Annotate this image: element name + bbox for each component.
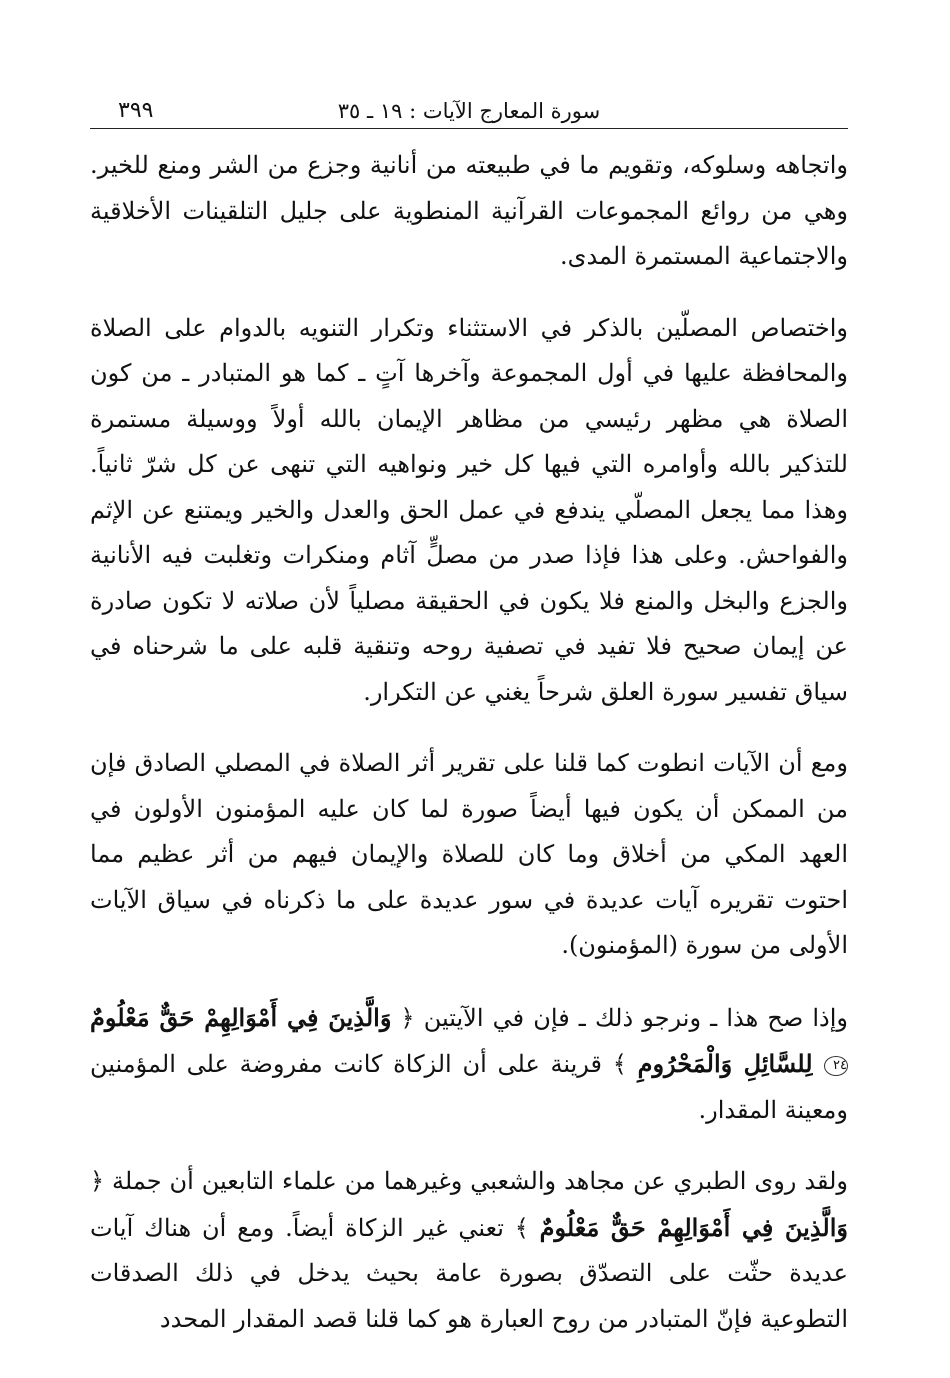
paragraph-5-tail: ﴾ تعني غير الزكاة أيضاً. ومع أن هناك آيات عديدة حثّت على التصدّق بصورة عامة بحيث يدخل في ذلك الصدقات التطوعية فإنّ المتبادر من روح العبارة هو كما قلنا قصد المقدار المحدد (90, 1213, 848, 1333)
paragraph-4-tail: ﴾ قرينة على أن الزكاة كانت مفروضة على المؤمنين ومعينة المقدار. (90, 1050, 848, 1124)
paragraph-5 (90, 1159, 848, 1342)
paragraph-1: واتجاهه وسلوكه، وتقويم ما في طبيعته من أنانية وجزع من الشر ومنع للخير. وهي من روائع المجموعات القرآنية المنطوية على جليل التلقينات الأخلاقية والاجتماعية المستمرة المدى. (90, 151, 848, 270)
paragraph-5-lead: ولقد روى الطبري عن مجاهد والشعبي وغيرهما من علماء التابعين أن جملة ﴿ (90, 1167, 848, 1195)
quran-quote: وَالَّذِينَ فِي أَمْوَالِهِمْ حَقٌّ مَعْلُومٌ (539, 1212, 849, 1242)
paragraph-2: واختصاص المصلّين بالذكر في الاستثناء وتكرار التنويه بالدوام على الصلاة والمحافظة عليها في أول المجموعة وآخرها آتٍ ـ كما هو المتبادر ـ من كون الصلاة هي مظهر رئيسي من مظاهر الإيمان بالله أولاً ووسيلة مستمرة للتذكير بالله وأوامره التي فيها كل خير ونواهيه التي تنهى عن كل شرّ ثانياً. وهذا مما يجعل المصلّي يندفع في عمل الحق والعدل والخير ويمتنع عن الإثم والفواحش. وعلى هذا فإذا صدر من مصلٍّ آثام ومنكرات وتغلبت فيه الأنانية والجزع والبخل والمنع فلا يكون في الحقيقة مصلياً لأن صلاته لا تكون صادرة عن إيمان صحيح فلا تفيد في تصفية روحه وتنقية قلبه على ما شرحناه في سياق تفسير سورة العلق شرحاً يغني عن التكرار. (90, 313, 848, 706)
ayah-number-marker: ٢٤ (824, 1056, 848, 1076)
quran-verse-25: لِلسَّائِلِ وَالْمَحْرُومِ (637, 1049, 824, 1078)
paragraph-4-lead: وإذا صح هذا ـ ونرجو ذلك ـ فإن في الآيتين ﴿ (391, 1003, 848, 1032)
body-text (90, 143, 848, 1342)
running-title: سورة المعارج الآيات : ١٩ ـ ٣٥ (337, 99, 601, 123)
paragraph-4 (90, 995, 848, 1134)
quran-verse-24: وَالَّذِينَ فِي أَمْوَالِهِمْ حَقٌّ مَعْلُومٌ (90, 1002, 392, 1032)
page-header (90, 92, 848, 129)
paragraph-3: ومع أن الآيات انطوت كما قلنا على تقرير أثر الصلاة في المصلي الصادق فإن من الممكن أن يكون فيها أيضاً صورة لما كان عليه المؤمنون الأولون في العهد المكي من أخلاق وما كان للصلاة والإيمان فيهم من أثر عظيم مما احتوت تقريره آيات عديدة في سور عديدة على ما ذكرناه في سياق الآيات الأولى من سورة (المؤمنون). (90, 749, 848, 959)
page-number: ٣٩٩ (118, 98, 154, 123)
document-page (90, 92, 848, 1368)
